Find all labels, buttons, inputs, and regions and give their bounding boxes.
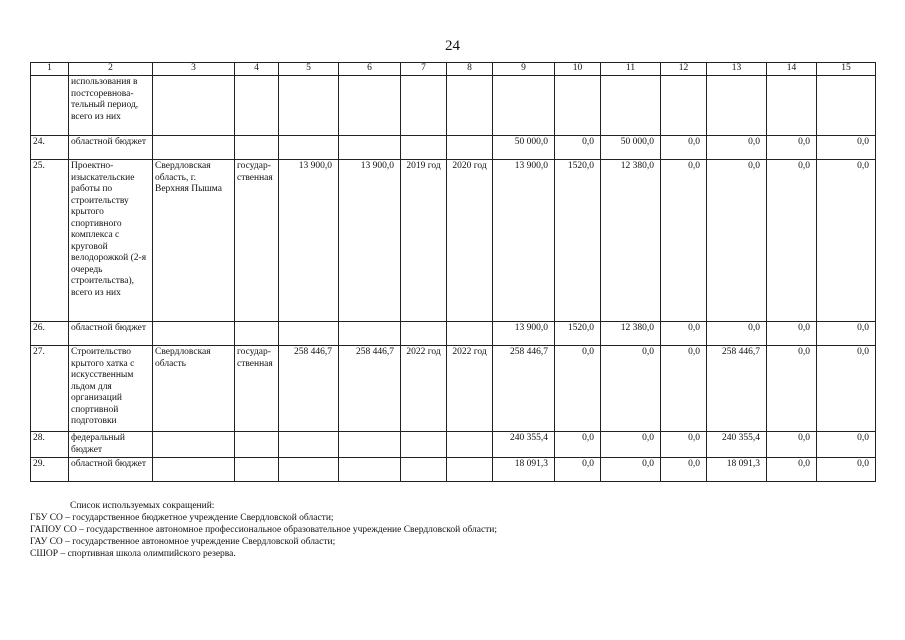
column-header: 8	[447, 63, 493, 76]
value-cell-5	[279, 458, 339, 482]
table-row	[31, 432, 876, 458]
value-cell-6	[339, 432, 401, 458]
location-cell	[153, 458, 235, 482]
value-cell-11: 50 000,0	[601, 136, 661, 160]
value-cell-8	[447, 136, 493, 160]
row-number	[31, 76, 69, 136]
value-cell-14: 0,0	[767, 432, 817, 458]
item-name: Проектно-изыскательские работы по строительству крытого спортивного комплекса с круговой велодорожкой (2-я очередь строительства), всего из них	[69, 160, 153, 322]
column-header: 11	[601, 63, 661, 76]
column-header: 1	[31, 63, 69, 76]
value-cell-15: 0,0	[817, 160, 876, 322]
abbreviation-item: СШОР – спортивная школа олимпийского резерва.	[30, 549, 236, 559]
column-header: 6	[339, 63, 401, 76]
value-cell-6	[339, 322, 401, 346]
value-cell-9: 18 091,3	[493, 458, 555, 482]
column-header: 14	[767, 63, 817, 76]
value-cell-9: 258 446,7	[493, 346, 555, 432]
value-cell-5: 13 900,0	[279, 160, 339, 322]
value-cell-11: 0,0	[601, 458, 661, 482]
location-cell	[153, 136, 235, 160]
location-cell	[153, 322, 235, 346]
value-cell-15: 0,0	[817, 136, 876, 160]
value-cell-8	[447, 76, 493, 136]
value-cell-13: 18 091,3	[707, 458, 767, 482]
value-cell-9: 50 000,0	[493, 136, 555, 160]
value-cell-8	[447, 458, 493, 482]
value-cell-5	[279, 76, 339, 136]
page-number: 24	[445, 38, 460, 54]
row-number: 27.	[31, 346, 69, 432]
value-cell-13: 0,0	[707, 136, 767, 160]
value-cell-12: 0,0	[661, 432, 707, 458]
value-cell-7	[401, 458, 447, 482]
column-header: 5	[279, 63, 339, 76]
column-header: 2	[69, 63, 153, 76]
value-cell-7: 2022 год	[401, 346, 447, 432]
item-name: областной бюджет	[69, 136, 153, 160]
row-number: 29.	[31, 458, 69, 482]
value-cell-12: 0,0	[661, 322, 707, 346]
value-cell-5	[279, 136, 339, 160]
column-header: 12	[661, 63, 707, 76]
item-name: Строительство крытого хатка с искусственным льдом для организаций спортивной подготовки	[69, 346, 153, 432]
value-cell-11: 0,0	[601, 346, 661, 432]
value-cell-10: 0,0	[555, 432, 601, 458]
column-header: 3	[153, 63, 235, 76]
abbreviation-item: ГАПОУ СО – государственное автономное профессиональное образовательное учреждение Свердловской области;	[30, 525, 498, 535]
abbreviation-item: ГАУ СО – государственное автономное учреждение Свердловской области;	[30, 537, 336, 547]
ownership-cell	[235, 136, 279, 160]
row-number: 26.	[31, 322, 69, 346]
value-cell-8	[447, 432, 493, 458]
value-cell-9: 13 900,0	[493, 322, 555, 346]
value-cell-12: 0,0	[661, 136, 707, 160]
location-cell	[153, 76, 235, 136]
value-cell-7: 2019 год	[401, 160, 447, 322]
value-cell-12	[661, 76, 707, 136]
value-cell-9: 240 355,4	[493, 432, 555, 458]
ownership-cell: государ-ственная	[235, 346, 279, 432]
value-cell-6: 258 446,7	[339, 346, 401, 432]
column-number-row	[31, 63, 876, 76]
value-cell-11: 12 380,0	[601, 160, 661, 322]
column-header: 10	[555, 63, 601, 76]
abbreviations-list	[30, 500, 870, 560]
column-header: 13	[707, 63, 767, 76]
location-cell	[153, 432, 235, 458]
value-cell-10: 0,0	[555, 346, 601, 432]
value-cell-15: 0,0	[817, 432, 876, 458]
value-cell-5	[279, 322, 339, 346]
value-cell-6	[339, 76, 401, 136]
value-cell-10: 0,0	[555, 458, 601, 482]
abbreviations-title: Список используемых сокращений:	[70, 501, 215, 511]
value-cell-15: 0,0	[817, 322, 876, 346]
value-cell-6: 13 900,0	[339, 160, 401, 322]
value-cell-12: 0,0	[661, 160, 707, 322]
value-cell-7	[401, 432, 447, 458]
location-cell: Свердловская область, г. Верхняя Пышма	[153, 160, 235, 322]
column-header: 4	[235, 63, 279, 76]
table-row	[31, 136, 876, 160]
table-row	[31, 160, 876, 322]
budget-table	[30, 62, 876, 482]
row-number: 24.	[31, 136, 69, 160]
value-cell-10: 1520,0	[555, 322, 601, 346]
value-cell-15: 0,0	[817, 458, 876, 482]
abbreviation-item: ГБУ СО – государственное бюджетное учреждение Свердловской области;	[30, 513, 334, 523]
value-cell-11	[601, 76, 661, 136]
value-cell-14: 0,0	[767, 322, 817, 346]
value-cell-6	[339, 458, 401, 482]
table-row	[31, 322, 876, 346]
value-cell-10: 1520,0	[555, 160, 601, 322]
value-cell-8	[447, 322, 493, 346]
ownership-cell	[235, 458, 279, 482]
table-row	[31, 76, 876, 136]
value-cell-9	[493, 76, 555, 136]
column-header: 15	[817, 63, 876, 76]
value-cell-12: 0,0	[661, 346, 707, 432]
item-name: использования в постсоревнова-тельный период, всего из них	[69, 76, 153, 136]
value-cell-11: 0,0	[601, 432, 661, 458]
table-row	[31, 458, 876, 482]
item-name: областной бюджет	[69, 322, 153, 346]
value-cell-14: 0,0	[767, 160, 817, 322]
ownership-cell: государ-ственная	[235, 160, 279, 322]
column-header: 7	[401, 63, 447, 76]
ownership-cell	[235, 322, 279, 346]
value-cell-5: 258 446,7	[279, 346, 339, 432]
value-cell-13: 0,0	[707, 322, 767, 346]
value-cell-6	[339, 136, 401, 160]
item-name: федеральный бюджет	[69, 432, 153, 458]
ownership-cell	[235, 76, 279, 136]
value-cell-10	[555, 76, 601, 136]
value-cell-8: 2020 год	[447, 160, 493, 322]
value-cell-10: 0,0	[555, 136, 601, 160]
value-cell-11: 12 380,0	[601, 322, 661, 346]
value-cell-5	[279, 432, 339, 458]
row-number: 28.	[31, 432, 69, 458]
value-cell-14	[767, 76, 817, 136]
value-cell-13	[707, 76, 767, 136]
table-row	[31, 346, 876, 432]
column-header: 9	[493, 63, 555, 76]
value-cell-14: 0,0	[767, 346, 817, 432]
location-cell: Свердловская область	[153, 346, 235, 432]
item-name: областной бюджет	[69, 458, 153, 482]
value-cell-9: 13 900,0	[493, 160, 555, 322]
value-cell-12: 0,0	[661, 458, 707, 482]
value-cell-15	[817, 76, 876, 136]
value-cell-13: 0,0	[707, 160, 767, 322]
value-cell-7	[401, 136, 447, 160]
ownership-cell	[235, 432, 279, 458]
value-cell-14: 0,0	[767, 458, 817, 482]
value-cell-15: 0,0	[817, 346, 876, 432]
value-cell-7	[401, 322, 447, 346]
value-cell-8: 2022 год	[447, 346, 493, 432]
value-cell-7	[401, 76, 447, 136]
value-cell-13: 240 355,4	[707, 432, 767, 458]
value-cell-13: 258 446,7	[707, 346, 767, 432]
value-cell-14: 0,0	[767, 136, 817, 160]
row-number: 25.	[31, 160, 69, 322]
